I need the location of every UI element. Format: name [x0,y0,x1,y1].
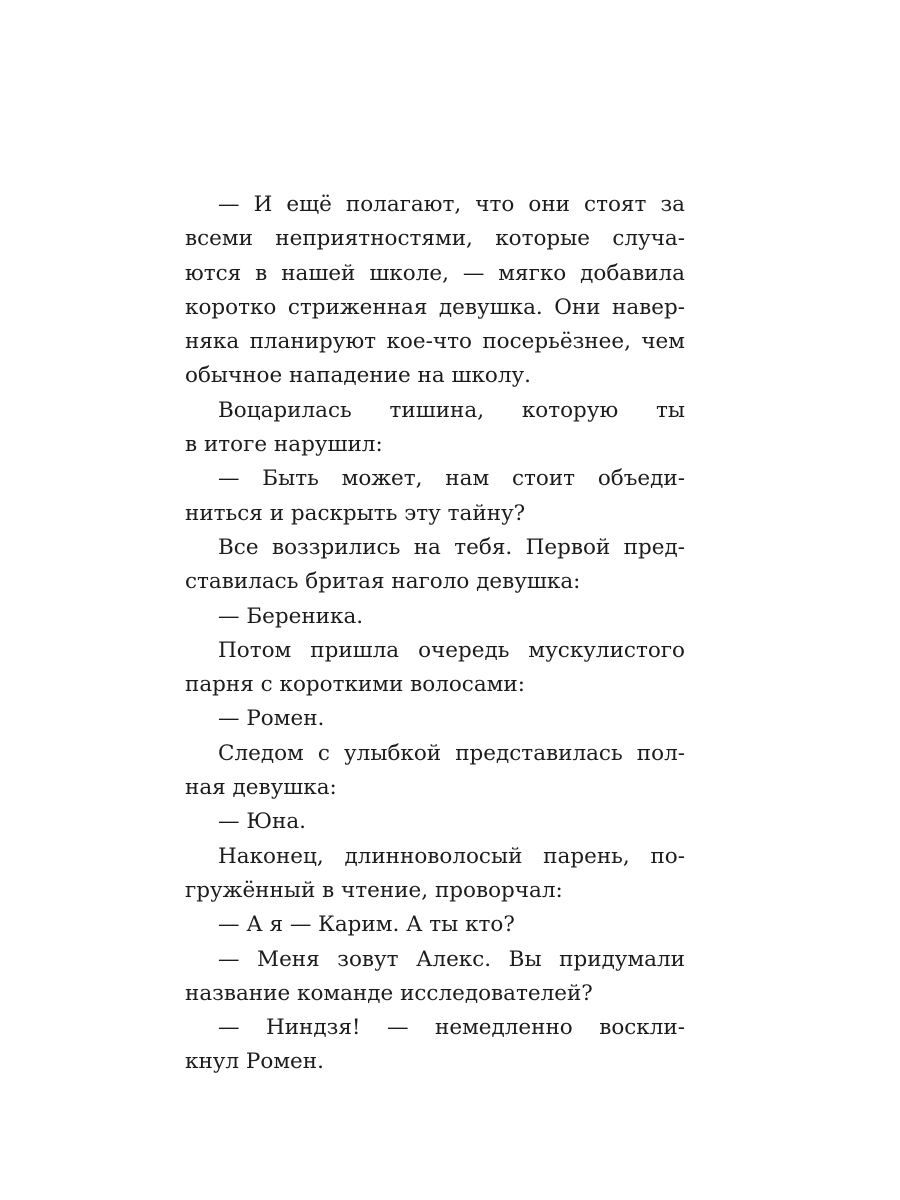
paragraph [185,805,685,839]
text-line: Воцарилась тишина, которую ты [218,397,685,423]
paragraph [185,394,685,463]
text-line: ются в нашей школе, — мягко добавила [185,260,685,286]
paragraph [185,840,685,909]
body-text [185,188,685,1080]
paragraph [185,1011,685,1080]
text-line: няка планируют кое-что посерьёзнее, чем [185,329,685,355]
text-line: — Быть может, нам стоит объеди- [218,466,685,492]
text-line: — Меня зовут Алекс. Вы придумали [218,946,685,972]
paragraph [185,702,685,736]
text-line: — Юна. [218,809,306,835]
text-line: гружённый в чтение, проворчал: [185,877,563,903]
text-line: название команде исследователей? [185,980,593,1006]
text-line: ная девушка: [185,775,337,801]
text-line: Потом пришла очередь мускулистого [218,637,685,663]
paragraph [185,634,685,703]
text-line: коротко стриженная девушка. Они навер- [185,294,685,320]
paragraph [185,737,685,806]
text-line: — А я — Карим. А ты кто? [218,912,515,938]
paragraph [185,908,685,942]
text-line: ниться и раскрыть эту тайну? [185,500,526,526]
text-line: — Береника. [218,603,364,629]
text-line: — Ниндзя! — немедленно воскли- [218,1015,685,1041]
text-line: всеми неприятностями, которые случа- [185,226,685,252]
text-line: кнул Ромен. [185,1049,324,1075]
text-line: Все воззрились на тебя. Первой пред- [218,534,685,560]
text-line: Следом с улыбкой представилась пол- [218,740,685,766]
paragraph [185,188,685,394]
paragraph [185,462,685,531]
text-line: парня с короткими волосами: [185,672,525,698]
text-line: обычное нападение на школу. [185,363,532,389]
paragraph [185,600,685,634]
text-line: ставилась бритая наголо девушка: [185,569,581,595]
text-line: — И ещё полагают, что они стоят за [218,192,685,217]
text-line: — Ромен. [218,706,325,732]
paragraph [185,943,685,1012]
text-line: Наконец, длинноволосый парень, по- [218,843,685,869]
paragraph [185,531,685,600]
text-line: в итоге нарушил: [185,432,383,458]
